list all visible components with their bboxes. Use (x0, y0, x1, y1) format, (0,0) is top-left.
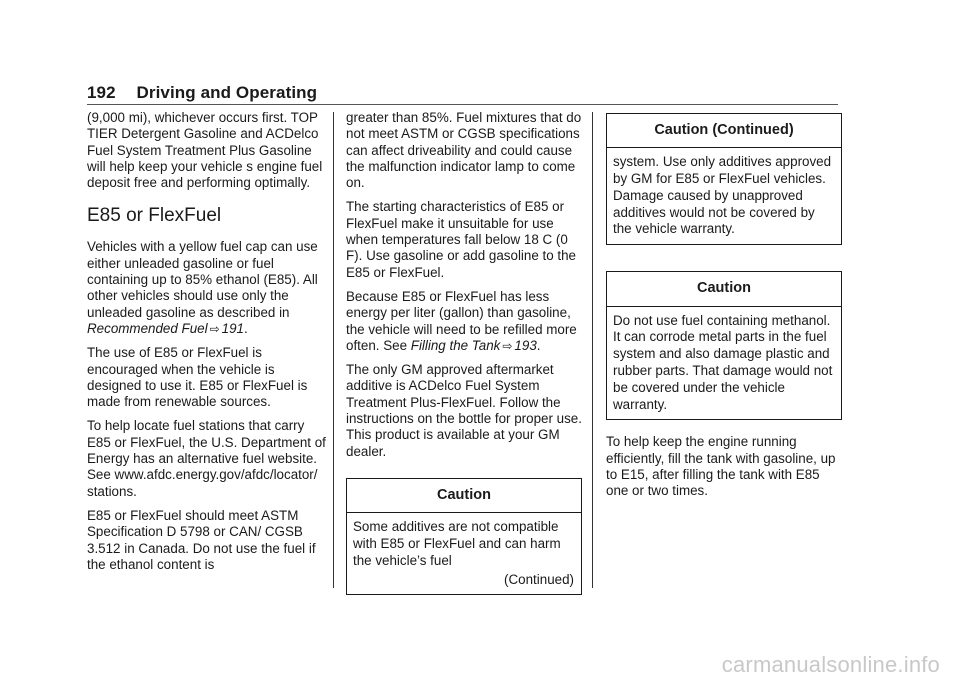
paragraph: To help keep the engine running efficiently, fill the tank with gasoline, up to E15, after filling the tank with E85 one or two times. (606, 434, 836, 499)
caution-title: Caution (347, 479, 581, 513)
caution-continued-box (606, 113, 842, 245)
caution-box-2 (606, 271, 842, 420)
column-divider-1 (333, 112, 334, 588)
page-ref-arrow-icon: ⇨ (209, 321, 220, 336)
column-2 (346, 110, 582, 595)
spacer (346, 468, 582, 478)
paragraph (346, 289, 582, 354)
caution-body-2: Do not use fuel containing methanol. It can corrode metal parts in the fuel system and also damage plastic and rubber parts. That damage would not be covered under the vehicle warranty. (613, 312, 833, 412)
paragraph-text: Because E85 or FlexFuel has less energy per liter (gallon) than gasoline, the vehicle will need to be refilled more often. See (346, 288, 577, 353)
section-heading: E85 or FlexFuel (87, 205, 222, 227)
caution-box (346, 478, 582, 595)
header-rule (87, 104, 838, 105)
caution-text: Some additives are not compatible with E85 or FlexFuel and can harm the vehicle’s fuel (353, 519, 561, 568)
paragraph: To help locate fuel stations that carry E85 or FlexFuel, the U.S. Department of Energy has an alternative fuel website. See www.afdc.energy.gov/afdc/locator/ stations. (87, 418, 326, 499)
paragraph: The only GM approved aftermarket additive is ACDelco Fuel System Treatment Plus-FlexFuel. Follow the instructions on the bottle for proper use. This product is available at your GM dealer. (346, 362, 582, 459)
page-ref-arrow-icon: ⇨ (502, 338, 513, 353)
paragraph: (9,000 mi), whichever occurs first. TOP TIER Detergent Gasoline and ACDelco Fuel System Treatment Plus Gasoline will help keep your vehicle s engine fuel deposit free and performing optimally. (87, 110, 323, 191)
paragraph: The use of E85 or FlexFuel is encouraged when the vehicle is designed to use it. E85 or FlexFuel is made from renewable sources. (87, 345, 308, 410)
column-1 (87, 110, 327, 581)
caution-body (347, 513, 581, 594)
punctuation: . (243, 320, 248, 336)
paragraph-text: Vehicles with a yellow fuel cap can use either unleaded gasoline or fuel containing up to 85% ethanol (E85). All other vehicles should use only the unleaded gasoline as described in (87, 239, 318, 320)
page-header (87, 83, 317, 103)
spacer (606, 420, 842, 434)
caution-continued-body: system. Use only additives approved by GM for E85 or FlexFuel vehicles. Damage caused by unapproved additives would not be covered by the vehicle warranty. (613, 154, 832, 237)
caution-continued-title: Caution (Continued) (607, 114, 841, 148)
punctuation: . (536, 337, 541, 353)
spacer (606, 245, 842, 271)
cross-reference-page[interactable]: 193 (514, 337, 537, 353)
cross-reference-page[interactable]: 191 (221, 320, 244, 336)
section-title: Driving and Operating (136, 83, 318, 102)
watermark: carmanualsonline.info (721, 652, 940, 677)
paragraph: The starting characteristics of E85 or FlexFuel make it unsuitable for use when temperatures fall below 18 C (0 F). Use gasoline or add gasoline to the E85 or FlexFuel. (346, 199, 577, 280)
caution-title-2: Caution (607, 272, 841, 306)
cross-reference-link[interactable]: Filling the Tank (410, 337, 501, 353)
page-number: 192 (87, 83, 116, 102)
paragraph: greater than 85%. Fuel mixtures that do not meet ASTM or CGSB specifications can affect driveability and could cause the malfunction indicator lamp to come on. (346, 110, 582, 191)
column-3 (606, 113, 842, 508)
cross-reference-link[interactable]: Recommended Fuel (87, 320, 208, 336)
column-divider-2 (592, 112, 593, 588)
paragraph (87, 239, 327, 337)
continued-label: (Continued) (504, 571, 574, 587)
paragraph: E85 or FlexFuel should meet ASTM Specification D 5798 or CAN/ CGSB 3.512 in Canada. Do not use the fuel if the ethanol content is (87, 507, 316, 572)
